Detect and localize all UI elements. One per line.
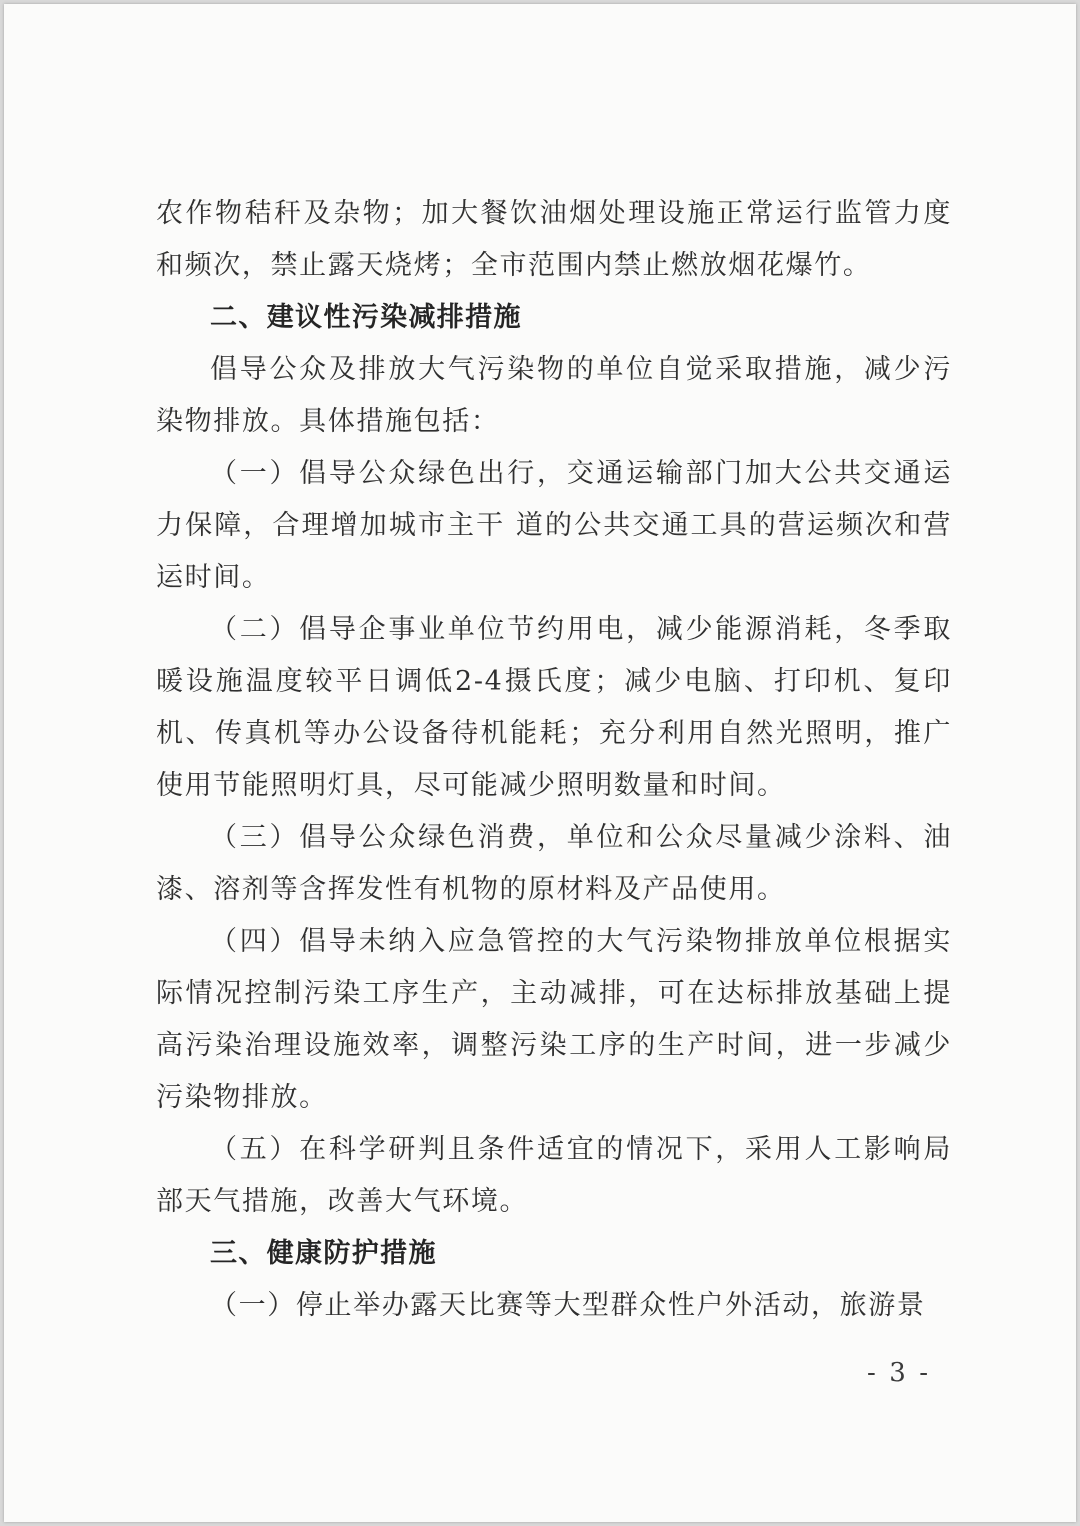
paragraph-item-3: （三）倡导公众绿色消费，单位和公众尽量减少涂料、油漆、溶剂等含挥发性有机物的原材料及产品使用。: [156, 822, 952, 905]
paragraph-item-2: （二）倡导企事业单位节约用电，减少能源消耗，冬季取暖设施温度较平日调低2-4摄氏度；减少电脑、打印机、复印机、传真机等办公设备待机能耗；充分利用自然光照明，推广使用节能照明灯具，尽可能减少照明数量和时间。: [156, 614, 952, 801]
paragraph-intro: 倡导公众及排放大气污染物的单位自觉采取措施，减少污染物排放。具体措施包括：: [156, 354, 952, 437]
paragraph-item-5: （五）在科学研判且条件适宜的情况下，采用人工影响局部天气措施，改善大气环境。: [156, 1134, 952, 1217]
paragraph-item-4: （四）倡导未纳入应急管控的大气污染物排放单位根据实际情况控制污染工序生产，主动减排，可在达标排放基础上提高污染治理设施效率，调整污染工序的生产时间，进一步减少污染物排放。: [156, 926, 952, 1113]
document-body: [156, 188, 952, 1332]
document-page: [4, 4, 1076, 1522]
page-number: - 3 -: [867, 1358, 931, 1388]
section-heading-3: 三、健康防护措施: [210, 1238, 437, 1269]
paragraph-item-1: （一）倡导公众绿色出行，交通运输部门加大公共交通运力保障，合理增加城市主干 道的公共交通工具的营运频次和营运时间。: [156, 458, 952, 593]
paragraph-continuation: 农作物秸秆及杂物；加大餐饮油烟处理设施正常运行监管力度和频次，禁止露天烧烤；全市范围内禁止燃放烟花爆竹。: [156, 198, 952, 281]
section-heading-2: 二、建议性污染减排措施: [210, 302, 522, 333]
paragraph-health-1: （一）停止举办露天比赛等大型群众性户外活动，旅游景: [210, 1290, 926, 1321]
